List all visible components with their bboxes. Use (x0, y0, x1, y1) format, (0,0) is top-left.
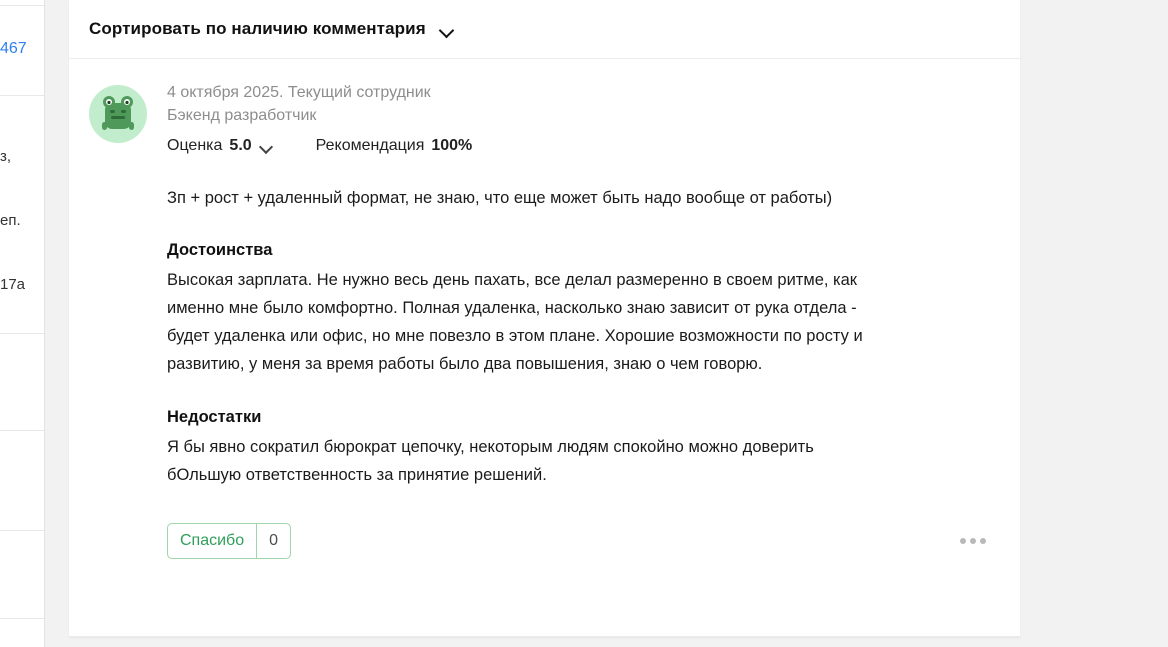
recommendation-value: 100% (431, 137, 473, 154)
chevron-down-icon[interactable] (260, 142, 272, 150)
review-body (151, 81, 1000, 559)
thanks-label: Спасибо (180, 532, 245, 549)
rating-block[interactable] (167, 137, 272, 155)
cons-text: Я бы явно сократил бюрократ цепочку, некоторым людям спокойно можно доверить бОльшую ответственность за принятие решений. (167, 438, 814, 484)
review-item (69, 59, 1020, 559)
recommendation-label: Рекомендация (315, 137, 425, 154)
rating-value: 5.0 (229, 137, 252, 154)
sort-bar[interactable] (69, 0, 1020, 59)
pros-text: Высокая зарплата. Не нужно весь день пахать, все делал размеренно в своем ритме, как именно мне было комфортно. Полная удаленка, насколько знаю зависит от рука отдела - будет удаленка или офис, но мне повезло в этом плане. Хорошие возможности по росту и развитию, у меня за время работы было два повышения, знаю о чем говорю. (167, 271, 863, 373)
review-summary: Зп + рост + удаленный формат, не знаю, что еще может быть надо вообще от работы) (167, 189, 833, 207)
rail-divider (0, 95, 44, 96)
review-actions (167, 523, 1000, 559)
rail-fragment-2: еп. (0, 212, 21, 229)
rail-divider (0, 5, 44, 6)
rail-fragment-3: 17а (0, 276, 26, 293)
rating-label: Оценка (167, 137, 223, 154)
sort-label: Сортировать по наличию комментария (89, 19, 426, 38)
reviews-card (69, 0, 1020, 637)
rail-divider (0, 618, 44, 619)
rail-link-count[interactable]: 467 (0, 40, 27, 57)
review-date-status: 4 октября 2025. Текущий сотрудник (167, 84, 431, 101)
cons-title: Недостатки (167, 408, 262, 426)
left-rail (0, 0, 44, 647)
rail-divider (0, 333, 44, 334)
avatar (89, 85, 147, 143)
more-horizontal-icon[interactable] (954, 530, 992, 552)
rail-divider (0, 430, 44, 431)
review-ratings (167, 137, 1000, 155)
card-bottom-divider (69, 636, 1020, 637)
recommendation-block (316, 137, 473, 155)
review-role: Бэкенд разработчик (167, 107, 317, 124)
thanks-count: 0 (256, 524, 290, 558)
pros-title: Достоинства (167, 241, 273, 259)
avatar-container (89, 81, 151, 559)
avatar-frog-icon (89, 85, 147, 143)
chevron-down-icon[interactable] (440, 25, 454, 34)
thanks-button[interactable] (167, 523, 291, 559)
rail-divider (0, 530, 44, 531)
rail-fragment-1: з, (0, 148, 12, 165)
